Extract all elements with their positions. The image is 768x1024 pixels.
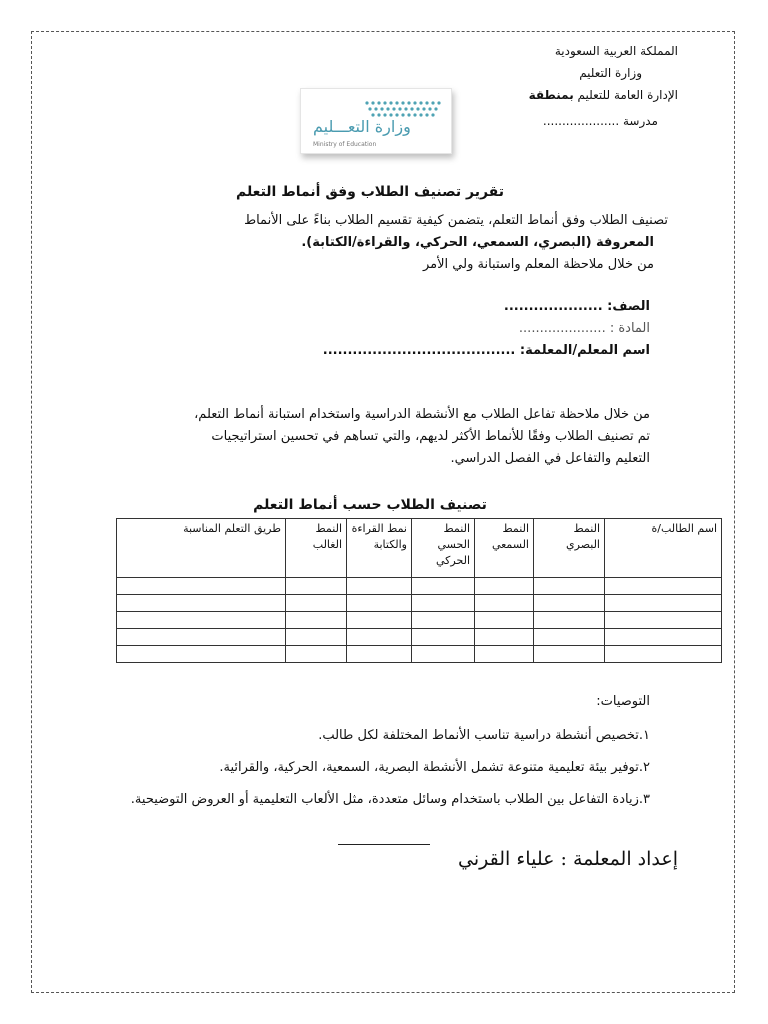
table-cell[interactable] — [286, 629, 347, 646]
paragraph-line-3: التعليم والتفاعل في الفصل الدراسي. — [450, 451, 650, 466]
table-cell[interactable] — [534, 612, 605, 629]
table-row — [117, 629, 722, 646]
table-cell[interactable] — [117, 629, 286, 646]
table-cell[interactable] — [605, 629, 722, 646]
recommendation-item-2: ٢.توفير بيئة تعليمية متنوعة تشمل الأنشطة البصرية، السمعية، الحركية، والقرائية. — [219, 760, 650, 775]
table-cell[interactable] — [605, 595, 722, 612]
table-cell[interactable] — [412, 629, 475, 646]
header-learning-method: طريق التعلم المناسبة — [117, 519, 286, 578]
table-cell[interactable] — [286, 646, 347, 663]
table-cell[interactable] — [117, 646, 286, 663]
table-cell[interactable] — [117, 612, 286, 629]
table-cell[interactable] — [286, 595, 347, 612]
paragraph-line-1: من خلال ملاحظة تفاعل الطلاب مع الأنشطة الدراسية واستخدام استبانة أنماط التعلم، — [194, 407, 650, 422]
table-row — [117, 612, 722, 629]
table-cell[interactable] — [286, 578, 347, 595]
header-read-write: نمط القراءة والكتابة — [347, 519, 412, 578]
method-paragraph — [130, 404, 650, 470]
intro-line-2: المعروفة (البصري، السمعي، الحركي، والقراءة/الكتابة). — [301, 235, 654, 250]
signature-line — [338, 844, 430, 845]
class-field[interactable]: الصف: .................... — [503, 299, 650, 314]
table-header-row — [117, 519, 722, 578]
table-cell[interactable] — [475, 578, 534, 595]
paragraph-line-2: تم تصنيف الطلاب وفقًا للأنماط الأكثر لديهم، والتي تساهم في تحسين استراتيجيات — [211, 429, 650, 444]
recommendation-item-3: ٣.زيادة التفاعل بين الطلاب باستخدام وسائل متعددة، مثل الألعاب التعليمية أو العروض التوضيحية. — [130, 792, 650, 807]
header-kinesthetic: النمط الحسي الحركي — [412, 519, 475, 578]
table-cell[interactable] — [534, 595, 605, 612]
subject-field[interactable]: المادة : ..................... — [518, 321, 650, 336]
table-row — [117, 646, 722, 663]
teacher-signature: إعداد المعلمة : علياء القرني — [458, 848, 678, 870]
table-cell[interactable] — [534, 629, 605, 646]
header-auditory: النمط السمعي — [475, 519, 534, 578]
table-cell[interactable] — [475, 629, 534, 646]
logo-text: وزارة التعـــليم — [313, 117, 411, 136]
intro-text — [148, 210, 668, 276]
table-cell[interactable] — [412, 578, 475, 595]
header-dominant: النمط الغالب — [286, 519, 347, 578]
table-title: تصنيف الطلاب حسب أنماط التعلم — [253, 497, 487, 513]
table-cell[interactable] — [475, 595, 534, 612]
table-cell[interactable] — [347, 612, 412, 629]
recommendations-title: التوصيات: — [596, 694, 650, 709]
classification-table — [116, 518, 722, 663]
report-title: تقرير تصنيف الطلاب وفق أنماط التعلم — [235, 184, 505, 200]
table-cell[interactable] — [605, 578, 722, 595]
info-fields — [290, 296, 650, 362]
table-row — [117, 595, 722, 612]
document-header — [418, 40, 678, 132]
table-cell[interactable] — [605, 612, 722, 629]
table-cell[interactable] — [412, 595, 475, 612]
recommendation-item-1: ١.تخصيص أنشطة دراسية تناسب الأنماط المختلفة لكل طالب. — [318, 728, 650, 743]
table-cell[interactable] — [286, 612, 347, 629]
header-kingdom: المملكة العربية السعودية — [554, 44, 678, 58]
table-row — [117, 578, 722, 595]
table-cell[interactable] — [475, 646, 534, 663]
recommendations — [90, 692, 650, 822]
intro-line-1: تصنيف الطلاب وفق أنماط التعلم، يتضمن كيفية تقسيم الطلاب بناءً على الأنماط — [244, 213, 668, 228]
table-cell[interactable] — [347, 646, 412, 663]
header-school: مدرسة .................... — [542, 114, 658, 128]
header-region-text: بمنطقة — [528, 88, 574, 102]
table-cell[interactable] — [117, 595, 286, 612]
header-administration-text: الإدارة العامة للتعليم — [573, 88, 678, 102]
teacher-field[interactable]: اسم المعلم/المعلمة: ....................................... — [322, 343, 650, 358]
table-cell[interactable] — [117, 578, 286, 595]
table-cell[interactable] — [534, 646, 605, 663]
header-visual: النمط البصري — [534, 519, 605, 578]
table-body — [117, 578, 722, 663]
table-cell[interactable] — [412, 646, 475, 663]
header-administration — [418, 84, 678, 106]
header-ministry: وزارة التعليم — [579, 66, 642, 80]
logo-subtext: Ministry of Education — [313, 141, 377, 148]
table-cell[interactable] — [475, 612, 534, 629]
table-cell[interactable] — [347, 578, 412, 595]
table-cell[interactable] — [347, 629, 412, 646]
ministry-logo — [300, 88, 452, 154]
table-cell[interactable] — [534, 578, 605, 595]
table-cell[interactable] — [347, 595, 412, 612]
intro-line-3: من خلال ملاحظة المعلم واستبانة ولي الأمر — [422, 257, 654, 272]
table-cell[interactable] — [412, 612, 475, 629]
header-student-name: اسم الطالب/ة — [605, 519, 722, 578]
table-cell[interactable] — [605, 646, 722, 663]
